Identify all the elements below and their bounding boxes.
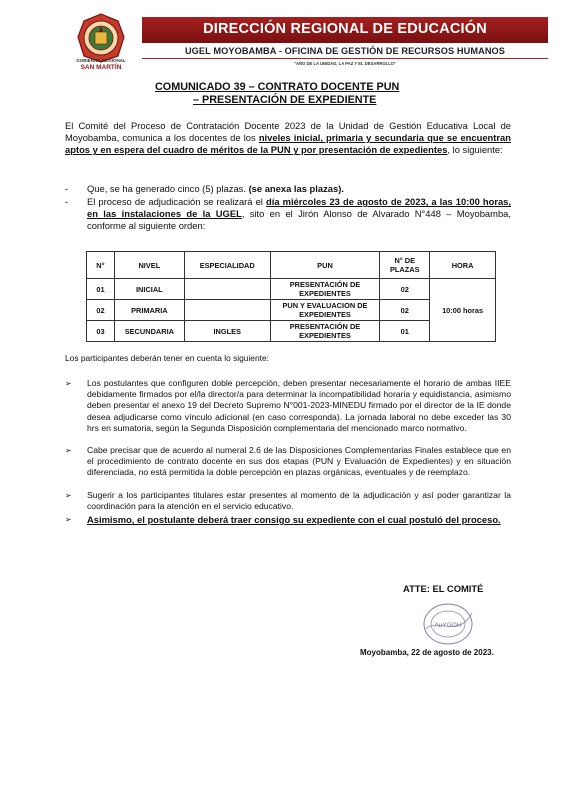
cell-pun: PRESENTACIÓN DE EXPEDIENTES (270, 321, 380, 342)
document-title-line2: – PRESENTACIÓN DE EXPEDIENTE (193, 94, 377, 106)
dash-item-plazas (65, 183, 511, 195)
arrow-bullet-icon: ➢ (65, 379, 72, 388)
dash-item-text-end: , sito en el Jirón Alonso de Alvarado N°448 – Moyobamba, conforme al siguiente orden: (87, 208, 511, 232)
arrow-bullet-icon: ➢ (65, 515, 72, 524)
cell-especialidad (184, 279, 270, 300)
banner-title-bar (142, 17, 548, 43)
bullet-item-disposiciones (65, 445, 511, 479)
cell-especialidad (184, 300, 270, 321)
table-row (87, 279, 496, 300)
participants-note: Los participantes deberán tener en cuenta lo siguiente: (65, 353, 269, 363)
column-header-nivel: NIVEL (114, 252, 184, 279)
dash-mark: - (65, 183, 69, 194)
column-header-hora: HORA (430, 252, 496, 279)
logo-caption-region: SAN MARTÍN (80, 64, 122, 71)
schedule-table (86, 251, 496, 342)
intro-text-2: , lo siguiente: (447, 144, 503, 156)
intro-text-highlight: niveles inicial, primaria y secundaria que se encuentran aptos y en espera del cuadro de méritos de la PUN y por presentación de expedientes (65, 132, 511, 156)
document-title-line1: COMUNICADO 39 – CONTRATO DOCENTE PUN (155, 81, 400, 93)
letterhead (0, 0, 566, 72)
intro-paragraph (65, 120, 511, 157)
dash-item-adjudicacion (65, 196, 511, 233)
bullet-text: Los postulantes que configuren doble percepción, deben presentar necesariamente el horario de ambas IIEE debidamente firmados por el/la director/a para determinar la incompatibilidad horaria y equidistancia, asimismo deben presentar el anexo 19 del Decreto Supremo N°001-2023-MINEDU firmado por el director de la IE donde desea adjudicarse como vínculo adicional (en caso corresponda). La jornada laboral no debe exceder las 30 hrs en sumatoria, según la Segunda Disposición complementaria del mencionado marco normativo. (87, 378, 511, 433)
dash-item-text: Que, se ha generado cinco (5) plazas. (87, 183, 249, 194)
dash-mark: - (65, 196, 69, 207)
banner-subtitle: UGEL MOYOBAMBA - OFICINA DE GESTIÓN DE RECURSOS HUMANOS (184, 46, 506, 56)
document-date: Moyobamba, 22 de agosto de 2023. (360, 648, 494, 657)
bullet-text: Sugerir a los participantes titulares estar presentes al momento de la adjudicación y así poder garantizar la coordinación para la atención en el servicio educativo. (87, 490, 511, 512)
cell-especialidad: INGLES (184, 321, 270, 342)
intro-text-1: El Comité del Proceso de Contratación Docente 2023 de la Unidad de Gestión Educativa Local de Moyobamba, comunica a los docentes de los (65, 120, 511, 144)
cell-nivel: PRIMARIA (114, 300, 184, 321)
cell-hora: 10:00 horas (430, 279, 496, 342)
cell-plazas: 01 (380, 321, 430, 342)
arrow-bullet-icon: ➢ (65, 491, 72, 500)
cell-nivel: SECUNDARIA (114, 321, 184, 342)
signature-committee: ATTE: EL COMITÉ (403, 583, 484, 594)
column-header-number: N° (87, 252, 115, 279)
cell-plazas: 02 (380, 300, 430, 321)
cell-pun: PRESENTACIÓN DE EXPEDIENTES (270, 279, 380, 300)
banner-motto: "AÑO DE LA UNIDAD, LA PAZ Y EL DESARROLLO" (294, 61, 396, 66)
bullet-item-doble-percepcion (65, 378, 511, 434)
bullet-text: Cabe precisar que de acuerdo al numeral 2.6 de las Disposiciones Complementarias Finales establece que en el procedimiento de contrato docente en sus dos etapas (PUN y Evaluación de Expedientes) y en situación diferenciada, no está permitida la doble percepción en plazas orgánicas, eventuales y de reemplazo. (87, 445, 511, 478)
dash-item-bold: (se anexa las plazas). (248, 183, 344, 194)
logo-caption-government: GOBIERNO REGIONAL (76, 58, 126, 63)
column-header-pun: PUN (270, 252, 380, 279)
dash-item-highlight: día miércoles 23 de agosto de 2023, a las 10:00 horas, en las instalaciones de la UGEL (87, 196, 511, 220)
table-header-row (87, 252, 496, 279)
cell-number: 03 (87, 321, 115, 342)
column-header-especialidad: ESPECIALIDAD (184, 252, 270, 279)
bullet-text: Asimismo, el postulante deberá traer consigo su expediente con el cual postuló del proceso. (87, 514, 501, 525)
banner-divider (142, 58, 548, 59)
cell-pun: PUN Y EVALUACION DE EXPEDIENTES (270, 300, 380, 321)
bullet-item-expediente (65, 514, 511, 526)
cell-nivel: INICIAL (114, 279, 184, 300)
banner-title: DIRECCIÓN REGIONAL DE EDUCACIÓN (203, 21, 487, 37)
official-stamp (418, 599, 478, 649)
column-header-plazas: N° DE PLAZAS (380, 252, 430, 279)
dash-item-text: El proceso de adjudicación se realizará el (87, 196, 266, 207)
bullet-item-titulares (65, 490, 511, 512)
cell-number: 01 (87, 279, 115, 300)
cell-plazas: 02 (380, 279, 430, 300)
stamp-text: AuYGOH (434, 622, 462, 629)
cell-number: 02 (87, 300, 115, 321)
arrow-bullet-icon: ➢ (65, 446, 72, 455)
